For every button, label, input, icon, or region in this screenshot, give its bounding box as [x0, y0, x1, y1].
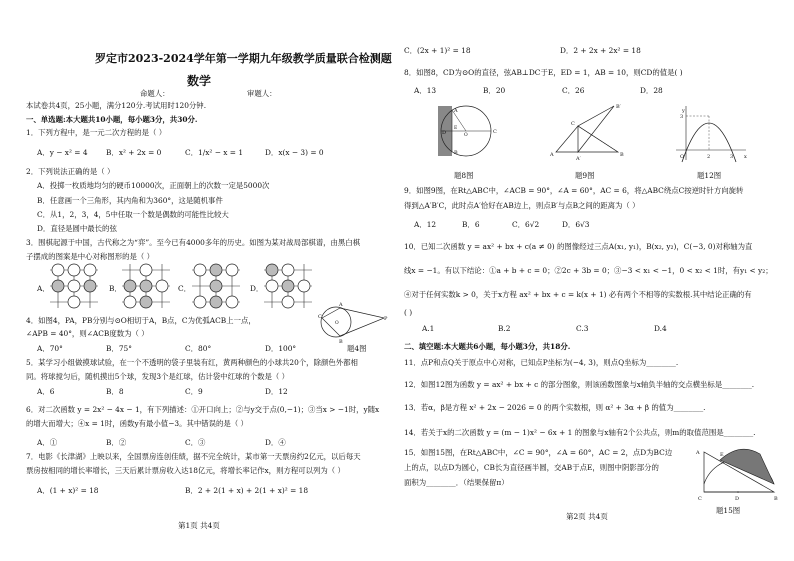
section-1-heading: 一、单选题:本大题共10小题，每小题3分，共30分. — [26, 115, 198, 124]
svg-text:A: A — [696, 450, 700, 456]
svg-text:B: B — [774, 496, 778, 502]
figure-8-diagram — [434, 102, 506, 160]
q2-stem: 2．下列说法正确的是（ ） — [26, 167, 115, 176]
go-pattern-c-figure — [190, 262, 242, 310]
q10-stem-line4: ( ) — [404, 308, 413, 317]
figure-12-caption: 题12图 — [697, 171, 722, 180]
svg-text:O: O — [680, 154, 685, 160]
svg-text:B′: B′ — [616, 104, 621, 110]
svg-text:y: y — [682, 108, 685, 114]
svg-text:A: A — [339, 302, 343, 308]
q9-option-b: B．6 — [462, 220, 480, 229]
q6-option-a: A．① — [37, 438, 58, 447]
svg-text:2: 2 — [707, 154, 711, 160]
q3-option-b: B． — [109, 284, 122, 293]
q15-stem-line3: 面积为________．（结果保留π） — [404, 478, 509, 487]
q8-stem: 8．如图8，CD为⊙O的直径，弦AB⊥DC于E，ED = 1，AB = 10，则CD的值是( ) — [404, 68, 683, 77]
q6-option-c: C．③ — [185, 438, 206, 447]
q15-stem-line1: 15．如图15图，在Rt△ABC中，∠C = 90°，∠A = 60°，AC = 2，点D为BC边 — [404, 448, 673, 457]
page-footer-right: 第2页 共4页 — [566, 512, 608, 521]
svg-text:D: D — [735, 496, 740, 502]
q4-option-c: C．80° — [185, 344, 212, 353]
q9-stem-line2: 得到△A′B′C，此时点A′恰好在AB边上，则点B′与点B之间的距离为（ ） — [404, 201, 640, 210]
q14-stem: 14．若关于x的二次函数 y = (m − 1)x² − 6x + 1 的图象与x轴有2个公共点，则m的取值范围是________. — [404, 428, 756, 437]
q10-stem-line3: ④对于任何实数k > 0，关于x方程 ax² + bx + c = k(x + 1) 必有两个不相等的实数根.其中结论正确的有 — [404, 290, 752, 299]
svg-text:C: C — [318, 314, 322, 320]
svg-text:A: A — [454, 108, 458, 114]
q1-option-b: B．x² + 2x = 0 — [106, 148, 162, 157]
q10-stem-line2: 线x = −1。有以下结论：①a + b + c = 0；②2c + 3b = 0；③−3 < x₁ < −1，0 < x₂ < 1时，有y₁ < y₂； — [404, 266, 773, 275]
exam-intro: 本试卷共4页，25小题，满分120分.考试用时120分钟. — [26, 101, 207, 110]
q12-stem: 12．如图12图为函数 y = ax² + bx + c 的部分图象，则该函数图象与x轴负半轴的交点横坐标是________. — [404, 380, 755, 389]
q10-option-a: A.1 — [422, 324, 435, 333]
figure-9-caption: 题9图 — [575, 171, 595, 180]
svg-text:3: 3 — [680, 114, 684, 120]
q9-option-d: D．6√3 — [562, 220, 590, 229]
svg-text:C: C — [698, 496, 702, 502]
q10-stem-line1: 10．已知二次函数 y = ax² + bx + c(a ≠ 0) 的图像经过三点A(x₁, y₁)，B(x₂, y₂)，C(−3, 0)对称轴为直 — [404, 242, 753, 251]
q7-stem-line1: 7．电影《长津湖》上映以来，全国票房连创佳绩，据不完全统计，某市第一天票房约2亿元，以后每天 — [26, 452, 361, 461]
svg-text:O: O — [335, 321, 339, 326]
q6-stem-line2: 的增大而增大；④x = 1时，函数y有最小值−3。其中错误的是（ ） — [26, 419, 248, 428]
q1-option-c: C．1/x² − x = 1 — [185, 148, 244, 157]
svg-text:x: x — [744, 154, 747, 160]
figure-4-caption: 题4图 — [347, 344, 367, 353]
figure-15-caption: 题15图 — [716, 506, 741, 515]
q7-option-a: A．(1 + x)² = 18 — [37, 486, 99, 495]
q10-option-d: D.4 — [654, 324, 667, 333]
q11-stem: 11．点P和点Q关于原点中心对称，已知点P坐标为(−4, 3)，则点Q坐标为________. — [404, 358, 679, 367]
q13-stem: 13．若α，β是方程 x² + 2x − 2026 = 0 的两个实数根，则 α² + 3α + β 的值为________. — [404, 403, 706, 412]
svg-text:D: D — [442, 130, 447, 136]
q3-stem-line1: 3．围棋起源于中国，古代称之为“弈”。至今已有4000多年的历史。如图为某对战局部棋谱，由黑白棋 — [26, 238, 361, 247]
svg-text:3: 3 — [730, 154, 734, 160]
figure-8-caption: 题8图 — [454, 171, 474, 180]
go-pattern-b-figure — [120, 262, 172, 310]
reviewer-label: 审题人： — [247, 89, 277, 98]
go-pattern-d-figure — [262, 262, 314, 310]
page-footer-left: 第1页 共4页 — [178, 521, 220, 530]
q5-stem-line2: 同。将球搅匀后，随机摸出5个球，发现3个是红球，估计袋中红球的个数是（ ） — [26, 372, 290, 381]
svg-text:A′: A′ — [576, 156, 581, 162]
q1-stem: 1．下列方程中，是一元二次方程的是（ ） — [26, 128, 167, 137]
q8-option-c: C．26 — [562, 86, 585, 95]
author-label: 命题人： — [140, 89, 170, 98]
q5-option-a: A．6 — [37, 387, 55, 396]
q2-option-d: D．直径是圆中最长的弦 — [37, 224, 117, 233]
q6-option-b: B．② — [106, 438, 127, 447]
q2-option-b: B．任意画一个三角形，其内角和为360°，这是随机事件 — [37, 196, 223, 205]
q7-option-b: B．2 + 2(1 + x) + 2(1 + x)² = 18 — [185, 486, 309, 495]
q1-option-a: A．y − x² = 4 — [37, 148, 88, 157]
q5-stem-line1: 5．某学习小组做摸球试验，在一个不透明的袋子里装有红，黄两种颜色的小球共20个，除颜色外都相 — [26, 358, 358, 367]
svg-text:E: E — [720, 452, 724, 458]
q1-option-d: D．x(x − 3) = 0 — [265, 148, 324, 157]
q2-option-a: A．投掷一枚质地均匀的硬币10000次，正面朝上的次数一定是5000次 — [37, 181, 270, 190]
svg-text:C: C — [571, 121, 575, 127]
svg-text:B: B — [454, 150, 458, 156]
q2-option-c: C．从1，2，3，4，5中任取一个数是偶数的可能性比较大 — [37, 210, 229, 219]
q10-option-b: B.2 — [498, 324, 511, 333]
q7-option-d: D．2 + 2x + 2x² = 18 — [560, 46, 641, 55]
q3-option-d: D． — [250, 284, 264, 293]
q4-option-b: B．75° — [106, 344, 132, 353]
q6-option-d: D．④ — [265, 438, 286, 447]
svg-text:P: P — [384, 316, 388, 322]
q4-stem-line2: ∠APB = 40°，则∠ACB度数为（ ） — [26, 329, 149, 338]
q5-option-b: B．8 — [106, 387, 124, 396]
q4-option-d: D．100° — [265, 344, 297, 353]
q3-option-c: C． — [178, 284, 192, 293]
q15-stem-line2: 上的点，以点D为圆心，CB长为直径画半圆，交AB于点E，则图中阴影部分的 — [404, 463, 659, 472]
q8-option-d: D．28 — [640, 86, 663, 95]
svg-text:O: O — [464, 133, 468, 138]
q7-stem-line2: 票房按相同的增长率增长，三天后累计票房收入达18亿元，将增长率记作x，则方程可以列为（ ） — [26, 466, 345, 475]
q8-option-a: A．13 — [414, 86, 437, 95]
q9-option-a: A．12 — [414, 220, 437, 229]
q9-stem-line1: 9．如图9图，在Rt△ABC中，∠ACB = 90°，∠A = 60°，AC = 6，将△ABC绕点C按逆时针方向旋转 — [404, 186, 744, 195]
svg-text:B: B — [620, 152, 624, 158]
q8-option-b: B．20 — [483, 86, 506, 95]
q3-option-a: A． — [37, 284, 50, 293]
go-pattern-a-figure — [48, 262, 100, 310]
q6-stem-line1: 6．对二次函数 y = 2x² − 4x − 1，有下列描述：①开口向上；②与y交于点(0,−1)；③当x > −1时，y随x — [26, 405, 380, 414]
figure-4-diagram — [318, 300, 388, 344]
q5-option-c: C．9 — [185, 387, 203, 396]
figure-15-diagram — [690, 444, 780, 506]
section-2-heading: 二、填空题:本大题共6小题，每小题3分，共18分. — [404, 342, 571, 351]
q10-option-c: C.3 — [576, 324, 589, 333]
subject-title: 数学 — [187, 74, 212, 88]
q4-option-a: A．70° — [37, 344, 63, 353]
svg-text:B: B — [339, 339, 343, 345]
figure-12-graph — [672, 104, 748, 164]
exam-title: 罗定市2023-2024学年第一学期九年级教学质量联合检测题 — [95, 52, 392, 65]
q5-option-d: D．12 — [265, 387, 288, 396]
q4-stem-line1: 4．如图4，PA，PB分别与⊙O相切于A，B点，C为优弧ACB上一点， — [26, 316, 256, 325]
q3-stem-line2: 子摆成的图案是中心对称图形的是（ ） — [26, 252, 154, 261]
figure-9-diagram — [548, 100, 628, 162]
svg-text:A: A — [550, 152, 554, 158]
svg-text:C: C — [493, 129, 497, 135]
svg-text:E: E — [454, 126, 458, 131]
q7-option-c: C．(2x + 1)² = 18 — [404, 46, 471, 55]
q9-option-c: C．6√2 — [512, 220, 540, 229]
